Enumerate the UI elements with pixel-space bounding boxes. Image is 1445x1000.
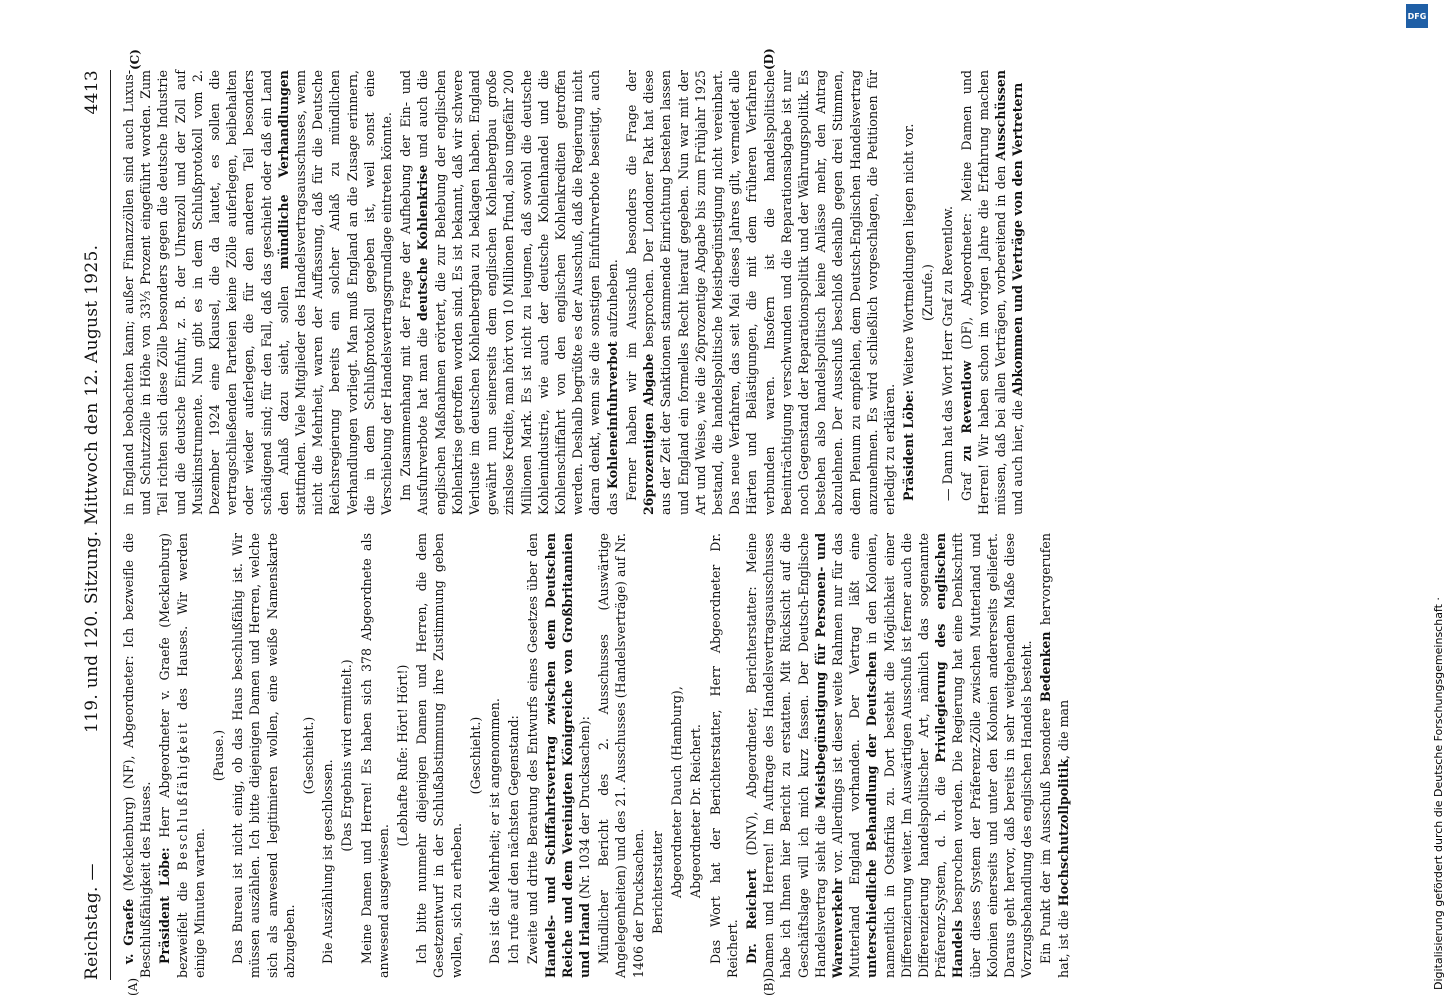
paragraph <box>900 70 917 515</box>
reporter-name: Abgeordneter Dauch (Hamburg), <box>669 686 685 898</box>
text: in England beobachten kann; außer Finanzzöllen sind auch Luxus- und Schutzzölle in Höhe von 33⅓ Prozent eingeführt worden. Zum Teil richten sich diese Zölle besonders gegen die deutsche Industrie und die deutsche Einfuhr, z. B. der Uhrenzoll und der Zoll auf Musikinstrumente. Nun gibt es in dem Schlußprotokoll vom 2. Dezember 1924 eine Klausel, die da lautet, es sollen die vertragschließenden Parteien keine Zölle auferlegen, beibehalten oder wieder auferlegen, die für den anderen Teil besonders schädigend sind; für den Fall, daß das geschieht oder daß ein Land den Anlaß dazu sieht, sollen <box>121 70 291 515</box>
credit-text: Digitalisierung gefördert durch die Deutsche Forschungsgemeinschaft · <box>1432 597 1445 990</box>
bold-text: unterschiedliche Behandlung der Deutschen <box>864 651 880 978</box>
text: aufzuheben. <box>604 259 620 338</box>
header-rule <box>110 70 111 980</box>
header-left: Reichstag. — <box>82 863 102 980</box>
text: Ein Punkt der im Ausschuß besondere <box>1038 708 1054 964</box>
bold-text: Privilegierung des englischen Handels <box>933 533 966 978</box>
speaker-name: Präsident Löbe: <box>901 389 917 501</box>
text: stattfinden. Viele Mitglieder des Handelsvertragsausschusses, wenn nicht die Mehrheit, waren der Auffassung, daß für die Deutsche Reichsregierung bereits ein solcher Anlaß zu mündlichen Verhandlungen vorliegt. Man muß England an die Zusage erinnern, die in dem Schlußprotokoll gegeben ist, weil sonst eine Verschiebung der Handelsvertragsgrundlage eintreten könnte. <box>293 70 395 515</box>
text: besprochen. Der Londoner Pakt hat diese aus der Zeit der Sanktionen stammende Einrichtung bestehen lassen und England ein formelles Recht hierauf gegeben. Nun war mit der Art und Weise, wie die 26prozentige Abgabe bis zum Frühjahr 1925 bestand, die handelspolitische Meistbegünstigung nicht vereinbart. Das neue Verfahren, das seit Mai dieses Jahres gilt, vermeidet alle Härten und Belästigungen, die mit dem früheren Verfahren verbunden waren. Insofern ist die handelspolitische Beeinträchtigung verschwunden und die Reparationsabgabe ist nur noch Gegenstand der Reparationspolitik und der Währungspolitik. Es bestehen also handelspolitisch keine Anlässe mehr, den Antrag abzulehnen. Der Ausschuß beschloß deshalb gegen drei Stimmen, dem Plenum zu empfehlen, dem Deutsch-Englischen Handelsvertrag anzunehmen. Es wird schließlich vorgeschlagen, die Petitionen für erledigt zu erklären. <box>641 70 897 515</box>
paragraph <box>743 533 1035 978</box>
text: , die man <box>1055 699 1071 759</box>
text: Weitere Wortmeldungen liegen nicht vor. <box>901 123 917 386</box>
rotated-page <box>72 50 1362 1000</box>
speaker-name: Dr. Reichert <box>743 868 759 964</box>
text: besprochen worden. Die Regierung hat eine Denkschrift über dieses System der Präferenz-Zölle zwischen Mutterland und Kolonien einerseits und unter den Kolonien andererseits geliefert. Daraus geht hervor, daß bereits in sehr weitgehendem Maße diese Vorzugsbehandlung des englischen Handels besteht. <box>950 533 1035 978</box>
page-header <box>78 70 106 980</box>
bold-text: 26prozentigen Abgabe <box>641 353 657 515</box>
text: Herr Abgeordneter v. Graefe (Mecklenburg) bezweifelt die <box>157 533 190 978</box>
spaced-text: Beschlußfähigkeit <box>174 721 190 871</box>
paragraph <box>156 533 208 978</box>
text: (DF), Abgeordneter: Meine Damen und Herren! Wir haben schon im vorigen Jahre die Erfahrung machen müssen, daß bei allen Verträgen, vorbereitend in den <box>958 70 1009 515</box>
page-number: 4413 <box>82 70 102 115</box>
paragraph <box>120 533 154 978</box>
margin-mark-b: (B) <box>762 977 776 996</box>
bold-text: Handels- und Schiffahrtsvertrag zwischen dem Deutschen Reiche und dem Vereinigten Königreiche von Großbritannien und Irland <box>542 533 593 978</box>
paragraph: Meine Damen und Herren! Es haben sich 378 Abgeordnete als anwesend ausgewiesen. <box>358 533 391 978</box>
dfg-logo: DFG <box>1406 4 1428 28</box>
paragraph: Mündlicher Bericht des 2. Ausschusses (Auswärtige Angelegenheiten) und des 21. Ausschusses (Handelsverträge) auf Nr. 1406 der Drucksachen. <box>596 533 646 978</box>
text: (DNV), Abgeordneter, Berichterstatter: Meine Damen und Herren! Im Auftrage des Handelsvertragsausschusses habe ich Ihnen hier Bericht zu erstatten. Mit Rücksicht auf die Geschäftslage will ich mich kurz fassen. Der Deutsch-Englische Handelsvertrag sieht die <box>743 533 828 978</box>
paragraph: Das Wort hat der Berichterstatter, Herr Abgeordneter Dr. Reichert. <box>707 533 740 978</box>
margin-mark-d: (D) <box>762 48 776 70</box>
stage-direction: (Das Ergebnis wird ermittelt.) <box>339 659 355 852</box>
reporter-name: Abgeordneter Dr. Reichert. <box>688 724 704 898</box>
header-center: 119. und 120. Sitzung. Mittwoch den 12. August 1925. <box>82 244 102 734</box>
text: in den Kolonien, namentlich in Ostafrika zu. Dort besteht die Möglichkeit einer Differenzierung weiter. Im Auswärtigen Ausschuß ist ferner auch die Differenzierung handelspolitischer Art, nämlich das sogenannte Präferenz-System, d. h. die <box>864 533 949 978</box>
stage-direction: (Pause.) <box>211 729 227 782</box>
paragraph: Ich bitte nunmehr diejenigen Damen und Herren, die dem Gesetzentwurf in der Schlußabstimmung ihre Zustimmung geben wollen, sich zu erheben. <box>414 533 464 978</box>
text: und auch die englischen Maßnahmen erörtert, die zur Behebung der englischen Kohlenkrise getroffen worden sind. Es ist bekannt, daß wir schwere Verluste im deutschen Kohlenbergbau zu beklagen haben. England gewährt nun seinerseits dem englischen Kohlenbergbau große zinslose Kredite, man hört von 10 Millionen Pfund, also ungefähr 200 Millionen Mark. Es ist nicht zu leugnen, daß sowohl die deutsche Kohlenindustrie, wie auch der deutsche Kohlenhandel und die Kohlenschiffahrt von den englischen Kohlenkrediten getroffen werden. Deshalb begrüßte es der Ausschuß, daß die Regierung nicht daran denkt, wenn sie die sonstigen Einfuhrverbote beseitigt, auch das <box>415 70 620 515</box>
text: (Nr. 1034 der Drucksachen): <box>577 716 593 900</box>
digitization-credit-bar <box>1400 0 1445 1000</box>
paragraph <box>623 70 898 515</box>
bold-text: Abkommen und Verträge von den Vertretern <box>1010 82 1026 397</box>
text: (Mecklenburg) (NF), Abgeordneter: Ich bezweifle die Beschlußfähigkeit des Hauses. <box>121 533 154 978</box>
right-column <box>120 70 1029 515</box>
speaker-name: v. Graefe <box>121 898 136 964</box>
left-column <box>120 533 1074 978</box>
bold-text: Meistbegünstigung für Personen- und Warenverkehr <box>812 533 845 978</box>
bold-text: Kohleneinfuhrverbot <box>604 341 620 489</box>
text: Ferner haben wir im Ausschuß besonders die Frage der <box>623 70 639 501</box>
stage-direction: (Lebhafte Rufe: Hört! Hört!) <box>395 664 411 847</box>
bold-text: Ausschüssen <box>993 70 1009 161</box>
text: und auch hier, die <box>1010 400 1026 515</box>
bold-text: Hochschutzollpolitik <box>1055 758 1071 907</box>
bold-text: Bedenken <box>1038 631 1054 702</box>
text: des Hauses. Wir werden einige Minuten warten. <box>174 533 207 978</box>
text: vor. Allerdings ist dieser weite Rahmen nur für das Mutterland England vorhanden. Der Vertrag läßt eine <box>829 533 863 978</box>
paragraph: Das ist die Mehrheit; er ist angenommen. <box>487 698 503 964</box>
margin-mark-a: (A) <box>126 977 140 996</box>
text: Graf <box>958 472 974 501</box>
text: hervorgerufen hat, ist die <box>1038 533 1071 978</box>
paragraph <box>120 70 395 515</box>
text: Zweite und dritte Beratung des Entwurfs eines Gesetzes über den <box>525 533 541 964</box>
paragraph: Die Auszählung ist geschlossen. <box>320 759 336 964</box>
paragraph: Ich rufe auf den nächsten Gegenstand: <box>506 715 522 964</box>
text: Im Zusammenhang mit der Frage der Aufhebung der Ein- und Ausfuhrverbote hat man die <box>398 70 431 515</box>
paragraph <box>397 70 621 515</box>
paragraph <box>1037 533 1071 978</box>
speaker-name: Präsident Löbe: <box>157 847 173 964</box>
paragraph: Das Bureau ist nicht einig, ob das Haus beschlußfähig ist. Wir müssen auszählen. Ich bitte diejenigen Damen und Herren, welche sich als anwesend legitimieren wollen, eine weiße Namenskarte abzugeben. <box>230 533 297 978</box>
paragraph <box>958 70 1027 515</box>
margin-mark-c: (C) <box>128 49 142 70</box>
stage-direction: (Zurufe.) <box>920 264 936 321</box>
reporter-label: Berichterstatter <box>649 830 665 934</box>
paragraph: — Dann hat das Wort Herr Graf zu Reventlow. <box>939 206 955 501</box>
bold-text: deutsche Kohlenkrise <box>415 164 431 322</box>
stage-direction: (Geschieht.) <box>301 716 317 795</box>
bold-text: mündliche Verhandlungen <box>275 70 291 270</box>
speaker-name: zu Reventlow <box>958 360 974 462</box>
stage-direction: (Geschieht.) <box>467 716 483 795</box>
agenda-item <box>524 533 593 978</box>
credit <box>1407 0 1445 1000</box>
